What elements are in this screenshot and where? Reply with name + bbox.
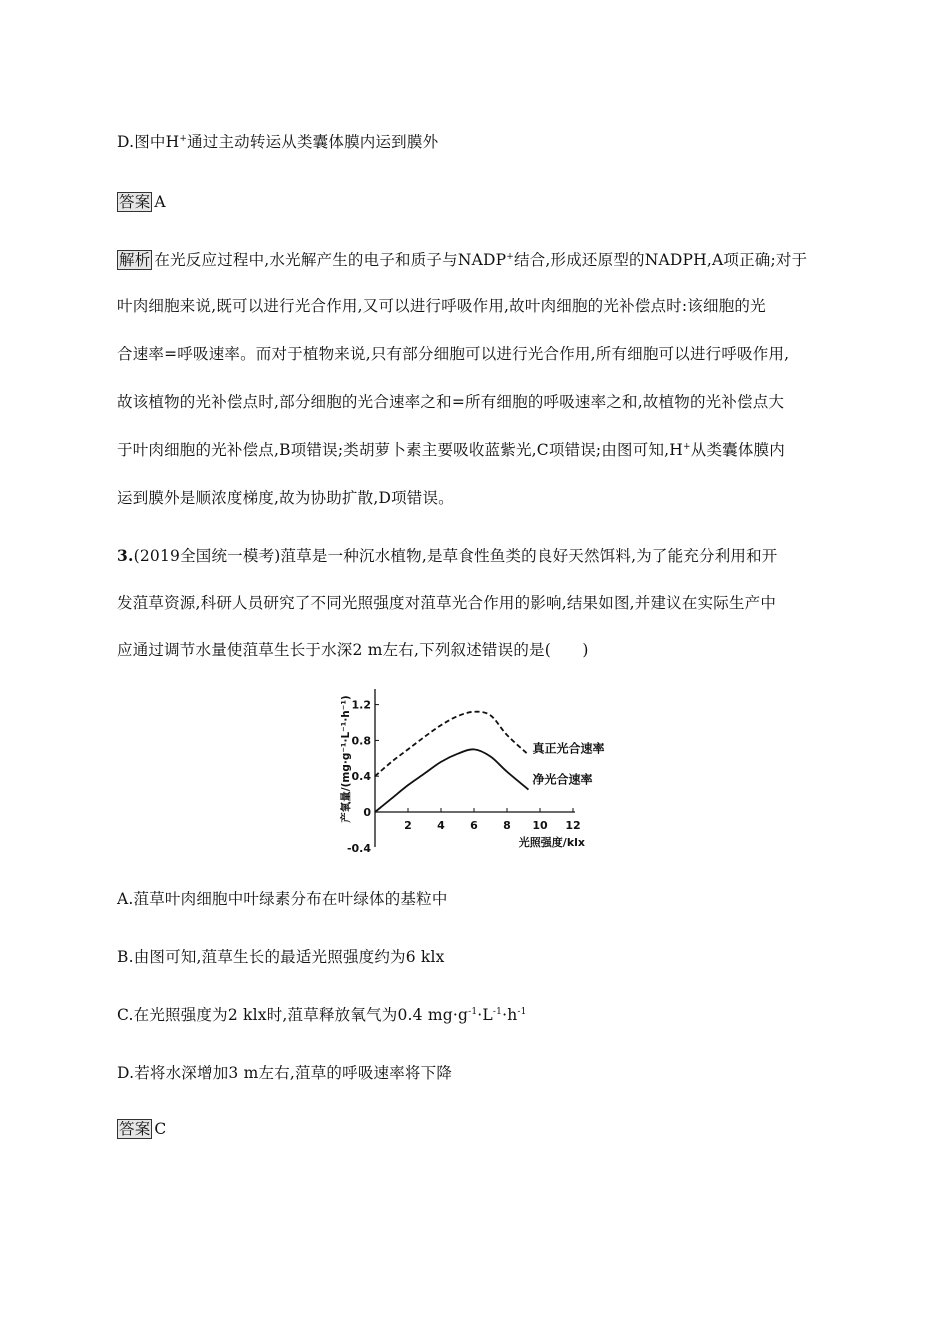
- analysis-line-5: 于叶肉细胞的光补偿点,B项错误;类胡萝卜素主要吸收蓝紫光,C项错误;由图可知,H+从类囊体膜内: [117, 441, 785, 459]
- y-tick-label: -0.4: [346, 841, 371, 855]
- analysis-line-2: 叶肉细胞来说,既可以进行光合作用,又可以进行呼吸作用,故叶肉细胞的光补偿点时:该细胞的光: [117, 297, 766, 315]
- question-3-line-2: 发菹草资源,科研人员研究了不同光照强度对菹草光合作用的影响,结果如图,并建议在实际生产中: [117, 594, 777, 612]
- series-line-net-photosynthesis: [375, 749, 528, 812]
- answer-value: C: [154, 1120, 167, 1138]
- analysis-tag: 解析: [119, 251, 151, 269]
- x-tick-label: 2: [404, 819, 412, 832]
- y-tick-label: 0.4: [351, 770, 371, 784]
- answer-tag: 答案: [119, 193, 151, 211]
- x-tick-label: 10: [532, 819, 548, 832]
- series-line-gross-photosynthesis: [375, 712, 528, 776]
- option-c: C.在光照强度为2 klx时,菹草释放氧气为0.4 $mg\cdot g^{-1}\cdot L^{-1}\cdot h^{-1}$: [117, 1006, 527, 1024]
- question-3-line-3: 应通过调节水量使菹草生长于水深2 m左右,下列叙述错误的是( ): [117, 641, 589, 659]
- answer-tag: 答案: [119, 1120, 151, 1138]
- x-tick-label: 6: [470, 819, 478, 832]
- question-3-line-1: 3.(2019全国统一模考)菹草是一种沉水植物,是草食性鱼类的良好天然饵料,为了能充分利用和开: [117, 546, 778, 565]
- series-label: 净光合速率: [532, 772, 593, 787]
- analysis-line-4: 故该植物的光补偿点时,部分细胞的光合速率之和=所有细胞的呼吸速率之和,故植物的光补偿点大: [117, 393, 785, 411]
- answer-2: [117, 1117, 166, 1139]
- question-number: 3.: [117, 546, 134, 565]
- option-b: B.由图可知,菹草生长的最适光照强度约为6 klx: [117, 948, 445, 966]
- analysis-line-6: 运到膜外是顺浓度梯度,故为协助扩散,D项错误。: [117, 489, 454, 507]
- x-tick-label: 8: [503, 819, 511, 832]
- analysis-line-1: 解析 在光反应过程中,水光解产生的电子和质子与NADP+结合,形成还原型的NADPH,A项正确;对于: [119, 251, 808, 269]
- chart-curves: [375, 712, 528, 812]
- answer-1: [117, 190, 166, 212]
- option-d-prev: D.图中H+通过主动转运从类囊体膜内运到膜外: [117, 133, 439, 151]
- y-tick-label: 0: [363, 806, 371, 819]
- series-label: 真正光合速率: [532, 741, 605, 756]
- x-tick-label: 4: [437, 819, 445, 832]
- y-tick-label: 1.2: [351, 698, 371, 712]
- y-tick-label: 0.8: [351, 734, 371, 748]
- oxygen-production-chart: [335, 683, 605, 855]
- x-axis-label: 光照强度/klx: [518, 836, 585, 849]
- option-d: D.若将水深增加3 m左右,菹草的呼吸速率将下降: [117, 1064, 453, 1082]
- answer-value: A: [154, 193, 166, 211]
- x-tick-label: 12: [565, 819, 581, 832]
- option-a: A.菹草叶肉细胞中叶绿素分布在叶绿体的基粒中: [117, 890, 448, 908]
- y-axis-label: 产氧量/(mg·g⁻¹·L⁻¹·h⁻¹): [340, 695, 352, 823]
- analysis-line-3: 合速率=呼吸速率。而对于植物来说,只有部分细胞可以进行光合作用,所有细胞可以进行呼吸作用,: [117, 345, 790, 363]
